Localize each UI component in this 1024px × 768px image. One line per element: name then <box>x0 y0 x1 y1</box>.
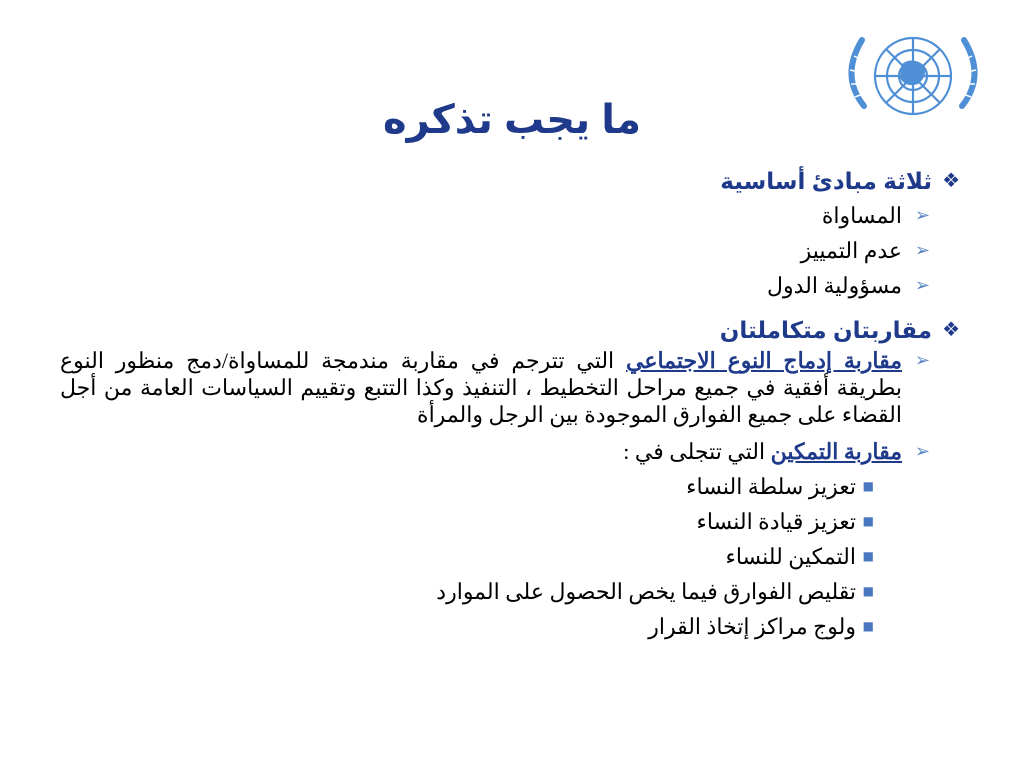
square-bullet-icon: ■ <box>862 479 874 493</box>
sub-list-item <box>60 469 960 504</box>
arrow-bullet-icon: ➢ <box>914 240 930 261</box>
section-heading-principles <box>60 164 960 198</box>
approach-description: التي تتجلى في : <box>623 439 771 464</box>
arrow-bullet-icon: ➢ <box>914 441 930 462</box>
sub-list-item <box>60 574 960 609</box>
square-bullet-icon: ■ <box>862 619 874 633</box>
diamond-bullet-icon: ❖ <box>942 170 960 192</box>
approach-gender-mainstreaming <box>60 347 960 428</box>
empowerment-link[interactable]: مقاربة التمكين <box>770 439 902 464</box>
section-heading-text: مقاربتان متكاملتان <box>719 317 932 343</box>
slide-content <box>60 164 960 644</box>
section-heading-approaches <box>60 313 960 347</box>
sub-list-item <box>60 609 960 644</box>
square-bullet-icon: ■ <box>862 514 874 528</box>
diamond-bullet-icon: ❖ <box>942 319 960 341</box>
list-item <box>60 268 960 303</box>
approach-empowerment <box>60 434 960 469</box>
list-item <box>60 198 960 233</box>
sub-list-item <box>60 504 960 539</box>
approach-description: التي تترجم في مقاربة مندمجة للمساواة/دمج منظور النوع بطريقة أفقية في جميع مراحل التخطيط ، التنفيذ وكذا التتبع وتقييم السياسات العامة من أجل القضاء على جميع الفوارق الموجودة بين الرجل والمرأة <box>60 348 902 427</box>
page-title: ما يجب تذكره <box>382 98 642 142</box>
list-item-text: المساواة <box>821 203 902 228</box>
sub-list-item-text: تعزيز سلطة النساء <box>686 474 856 499</box>
gender-mainstreaming-link[interactable]: مقاربة إدماج النوع الاجتماعي <box>626 348 902 373</box>
sub-list-item-text: تقليص الفوارق فيما يخص الحصول على الموارد <box>436 579 856 604</box>
list-item-text: عدم التمييز <box>800 238 902 263</box>
sub-list-item <box>60 539 960 574</box>
list-item <box>60 233 960 268</box>
arrow-bullet-icon: ➢ <box>914 205 930 226</box>
section-heading-text: ثلاثة مبادئ أساسية <box>720 168 932 194</box>
un-emblem-icon <box>832 26 994 126</box>
arrow-bullet-icon: ➢ <box>914 350 930 371</box>
sub-list-item-text: تعزيز قيادة النساء <box>696 509 856 534</box>
list-item-text: مسؤولية الدول <box>766 273 902 298</box>
sub-list-item-text: التمكين للنساء <box>725 544 856 569</box>
sub-list-item-text: ولوج مراكز إتخاذ القرار <box>648 614 856 639</box>
square-bullet-icon: ■ <box>862 584 874 598</box>
square-bullet-icon: ■ <box>862 549 874 563</box>
arrow-bullet-icon: ➢ <box>914 275 930 296</box>
